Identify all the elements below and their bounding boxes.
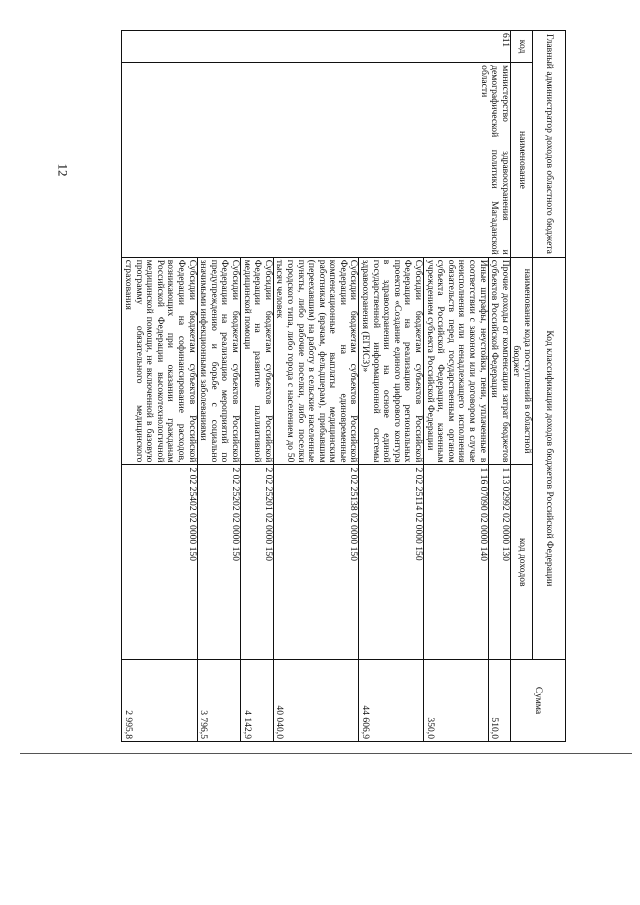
- header-admin-name: наименование: [510, 63, 532, 258]
- header-income-code: код доходов: [510, 465, 532, 660]
- header-admin-group: Главный администратор доходов областного бюджета: [533, 31, 566, 258]
- row-name: Субсидии бюджетам субъектов Российской Федерации на софинансирование расходов, возникающих при оказании гражданам Российской Федерации высокотехнологичной медицинской помощи, не включенной в базовую программу обязательного медицинского страхования: [122, 257, 197, 465]
- row-sum: 350,0: [424, 660, 489, 742]
- header-admin-code: код: [510, 31, 532, 63]
- rotated-table-container: [123, 30, 566, 742]
- row-code: 2 02 25114 02 0000 150: [359, 465, 424, 660]
- row-name: Субсидии бюджетам субъектов Российской Федерации на реализацию мероприятий по предупреждению и борьбе с социально значимыми инфекционными заболеваниями: [197, 257, 240, 465]
- row-sum: 40 040,0: [273, 660, 359, 742]
- row-code: 1 16 07090 02 0000 140: [424, 465, 489, 660]
- row-code: 1 13 02992 02 0000 130: [488, 465, 510, 660]
- header-sum: Сумма: [510, 660, 565, 742]
- page-number: 12: [55, 163, 71, 177]
- row-sum: 44 606,9: [359, 660, 424, 742]
- row-code: 2 02 25201 02 0000 150: [240, 465, 273, 660]
- admin-code-cell: 611: [122, 31, 510, 63]
- row-code: 2 02 25202 02 0000 150: [197, 465, 240, 660]
- header-classif-group: Код классификации доходов бюджетов Российской Федерации: [533, 257, 566, 659]
- table-row: [488, 31, 510, 742]
- admin-name-cell: министерство здравоохранения и демографической политики Магаданской области: [122, 63, 510, 258]
- income-table: [121, 30, 566, 742]
- row-name: Субсидии бюджетам субъектов Российской Федерации на единовременные компенсационные выплаты медицинским работникам (врачам, фельдшерам), прибывшим (переехавшим) на работу в сельские населенные пункты, либо рабочие поселки, либо поселки городского типа, либо города с населением до 50 тысяч человек: [273, 257, 359, 465]
- row-code: 2 02 25138 02 0000 150: [273, 465, 359, 660]
- row-code: 2 02 25402 02 0000 150: [122, 465, 197, 660]
- row-name: Субсидии бюджетам субъектов Российской Федерации на реализацию региональных проектов «Создание единого цифрового контура в здравоохранении на основе единой государственной информационной системы здравоохранения (ЕГИСЗ)»: [359, 257, 424, 465]
- page-divider-line: [20, 753, 632, 754]
- row-sum: 3 796,5: [197, 660, 240, 742]
- header-income-name: наименование кода поступлений в областной бюджет: [510, 257, 532, 465]
- row-name: Прочие доходы от компенсации затрат бюджетов субъектов Российской Федерации: [488, 257, 510, 465]
- row-sum: 510,0: [488, 660, 510, 742]
- row-sum: 4 142,9: [240, 660, 273, 742]
- row-sum: 2 995,8: [122, 660, 197, 742]
- row-name: Субсидии бюджетам субъектов Российской Федерации на развитие паллиативной медицинской помощи: [240, 257, 273, 465]
- row-name: Иные штрафы, неустойки, пени, уплаченные в соответствии с законом или договором в случае неисполнения или ненадлежащего исполнения обязательств перед государственным органом субъекта Российской Федерации, казенным учреждением субъекта Российской Федерации: [424, 257, 489, 465]
